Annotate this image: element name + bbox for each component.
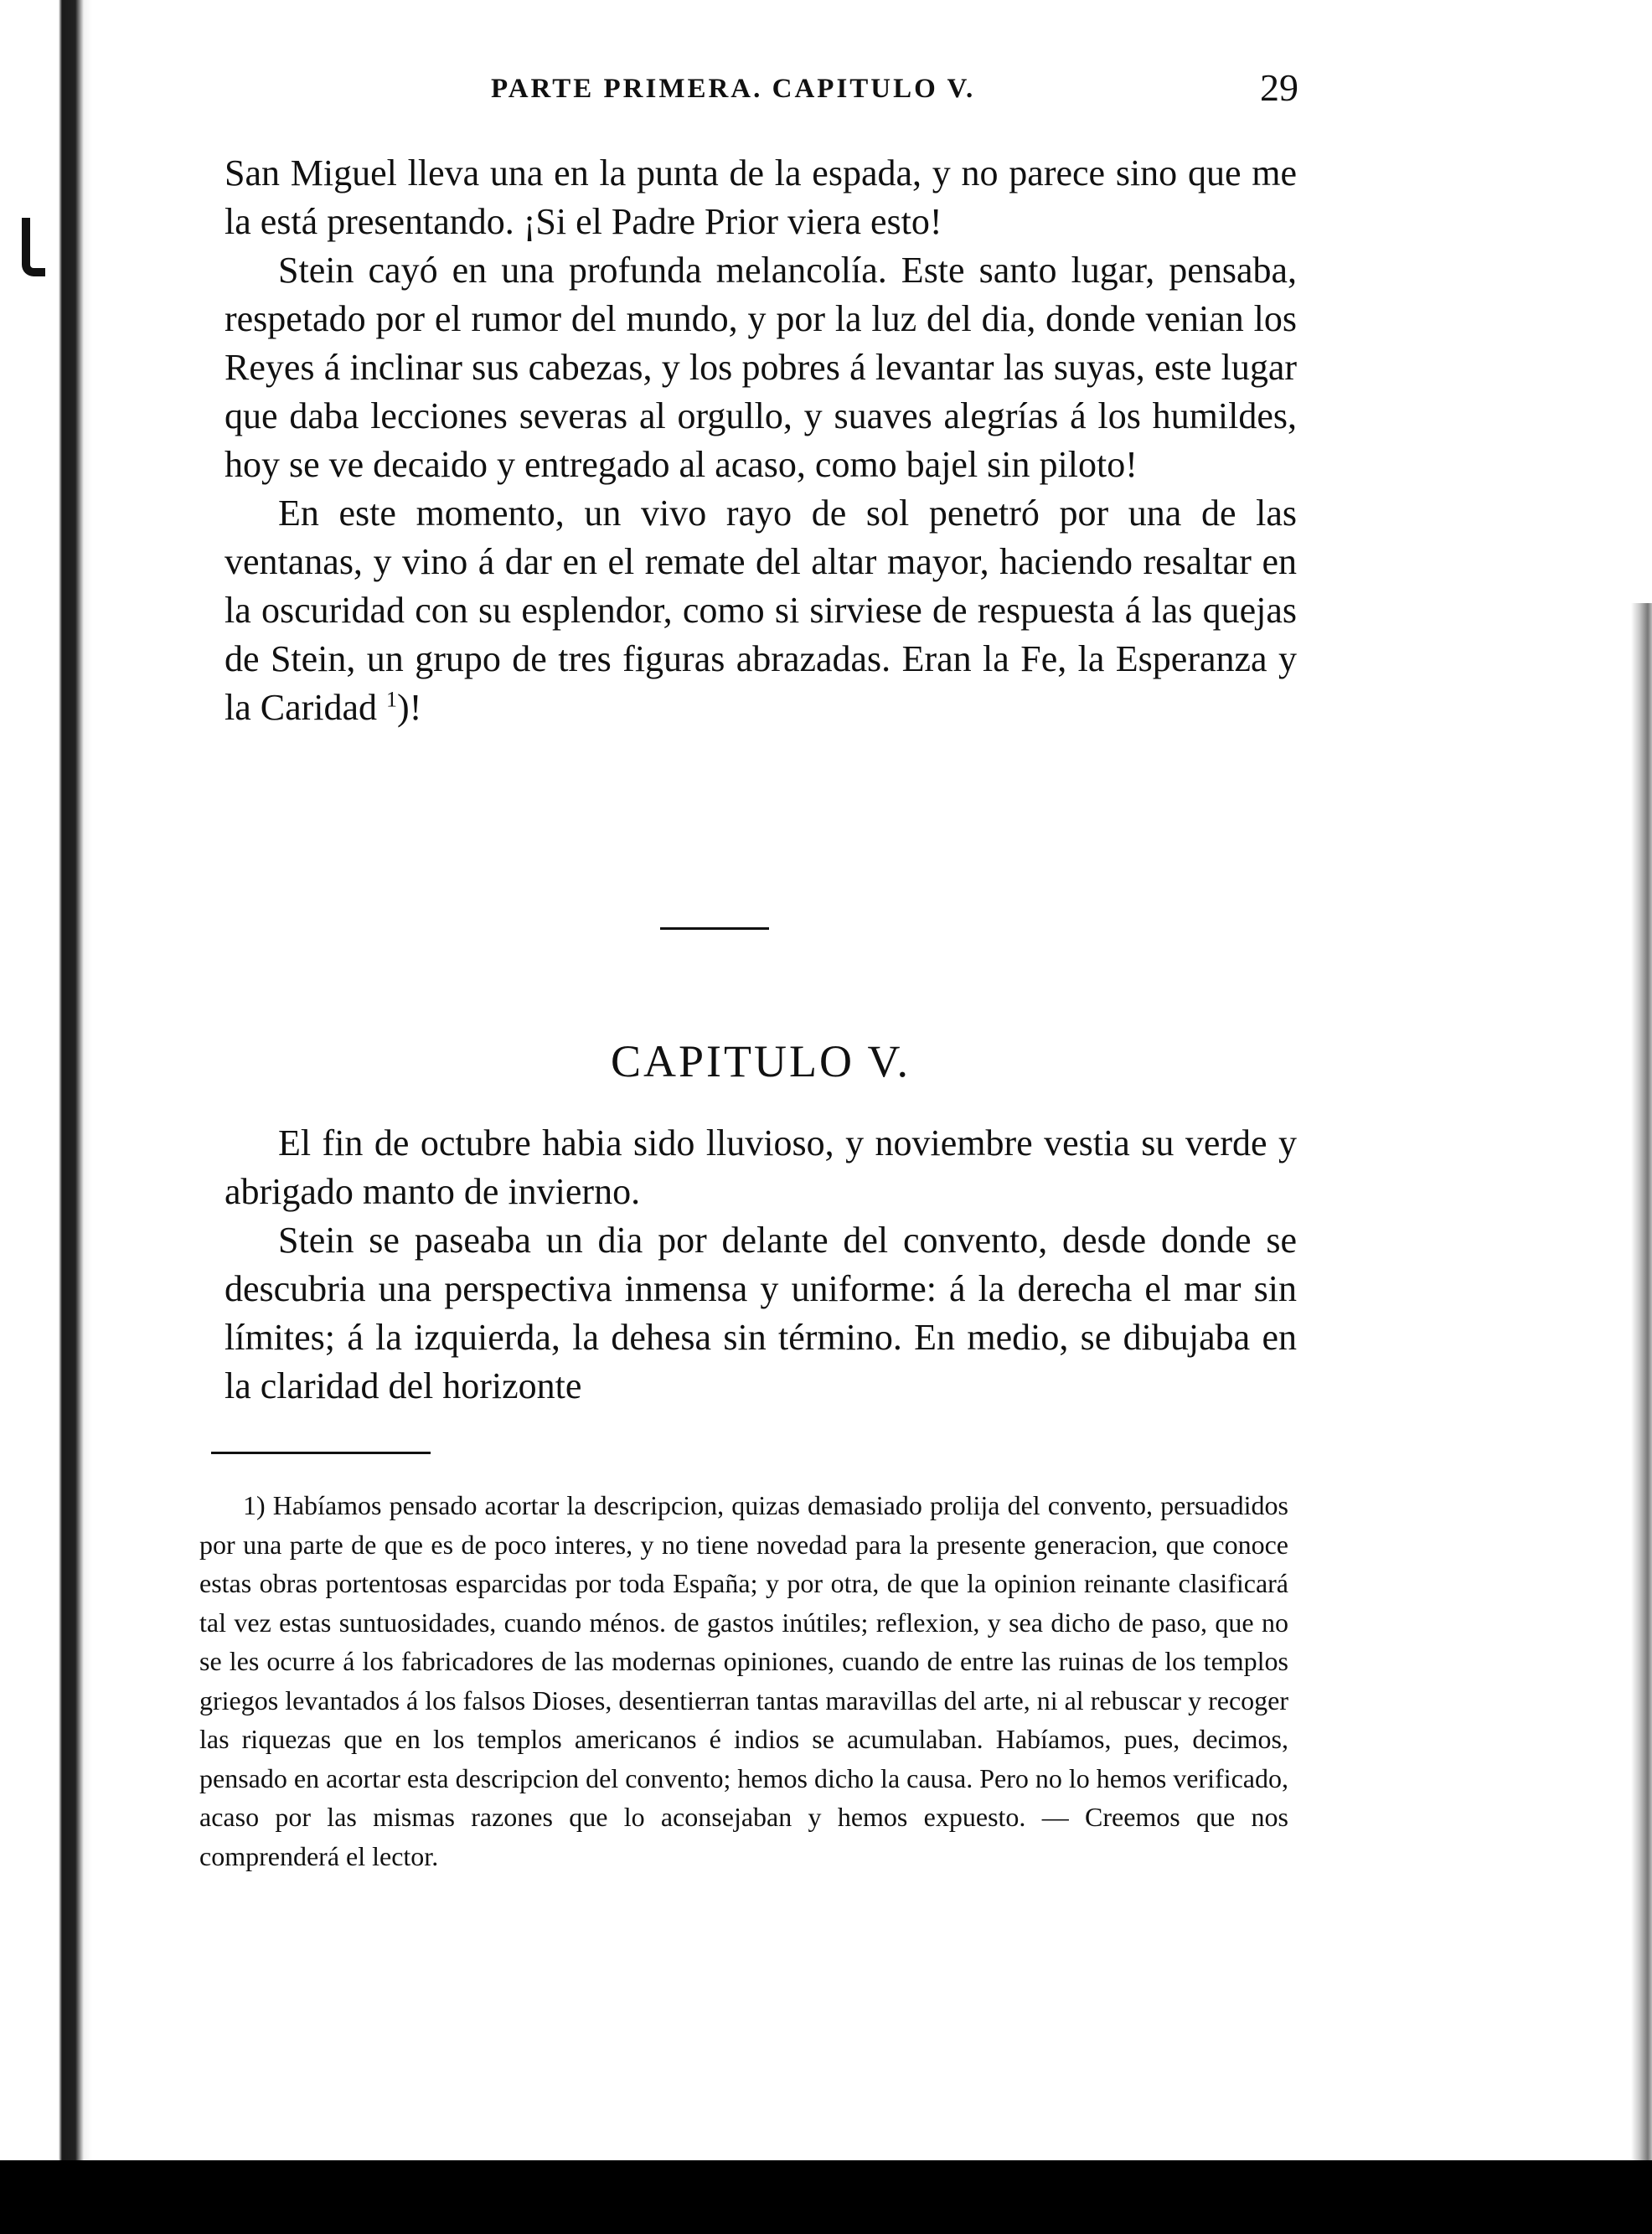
footnote-reference: 1 [386, 687, 398, 712]
binding-mark [22, 218, 45, 276]
footnote-rule [211, 1452, 431, 1454]
chapter-text [225, 1119, 1297, 1411]
scan-bottom-edge [0, 2160, 1652, 2234]
paragraph-october: El fin de octubre habia sido lluvioso, y noviembre vestia su verde y abrigado manto de invierno. [225, 1122, 1297, 1212]
paragraph-sun-ray-end: )! [397, 687, 422, 728]
section-divider [660, 927, 769, 930]
running-title: PARTE PRIMERA. CAPITULO V. [491, 74, 976, 104]
page-right-edge [1484, 603, 1652, 2161]
footnote: 1) Habíamos pensado acortar la descripcion, quizas demasiado prolija del convento, persuadidos por una parte de que es de poco interes, y no tiene novedad para la presente generacion, que conoce estas obras portentosas esparcidas por toda España; y por otra, de que la opinion reinante clasificará tal vez estas suntuosidades, cuando ménos. de gastos inútiles; reflexion, y sea dicho de paso, que no se les ocurre á los fabricadores de las modernas opiniones, cuando de entre las ruinas de los templos griegos levantados á los falsos Dioses, desentierran tantas maravillas del arte, ni al rebuscar y recoger las riquezas que en los templos americanos é indios se acumulaban. Habíamos, pues, decimos, pensado en acortar esta descripcion del convento; hemos dicho la causa. Pero no lo hemos verificado, acaso por las mismas razones que lo aconsejaban y hemos expuesto. — Creemos que nos comprenderá el lector. [199, 1490, 1288, 1871]
paragraph-sun-ray-text: En este momento, un vivo rayo de sol penetró por una de las ventanas, y vino á dar en el remate del altar mayor, haciendo resaltar en la oscuridad con su esplendor, como si sirviese de respuesta á las quejas de Stein, un grupo de tres figuras abrazadas. Eran la Fe, la Esperanza y la Caridad [225, 493, 1297, 728]
paragraph-sun-ray [225, 489, 1297, 732]
paragraph-continuation: San Miguel lleva una en la punta de la espada, y no parece sino que me la está presentando. ¡Si el Padre Prior viera esto! [225, 152, 1297, 242]
page-binding-edge [0, 0, 92, 2161]
text-before-chapter [225, 149, 1297, 732]
running-head [226, 65, 1298, 116]
paragraph-stein-melancholy: Stein cayó en una profunda melancolía. Este santo lugar, pensaba, respetado por el rumor del mundo, y por la luz del dia, donde venian los Reyes á inclinar sus cabezas, y los pobres á levantar las suyas, este lugar que daba lecciones severas al orgullo, y suaves alegrías á los humildes, hoy se ve decaido y entregado al acaso, como bajel sin piloto! [225, 250, 1297, 485]
page-number: 29 [1260, 66, 1298, 109]
paragraph-stein-walk: Stein se paseaba un dia por delante del convento, desde donde se descubria una perspectiva inmensa y uniforme: á la derecha el mar sin límites; á la izquierda, la dehesa sin término. En medio, se dibujaba en la claridad del horizonte [225, 1220, 1297, 1406]
chapter-heading: CAPITULO V. [610, 1036, 911, 1086]
